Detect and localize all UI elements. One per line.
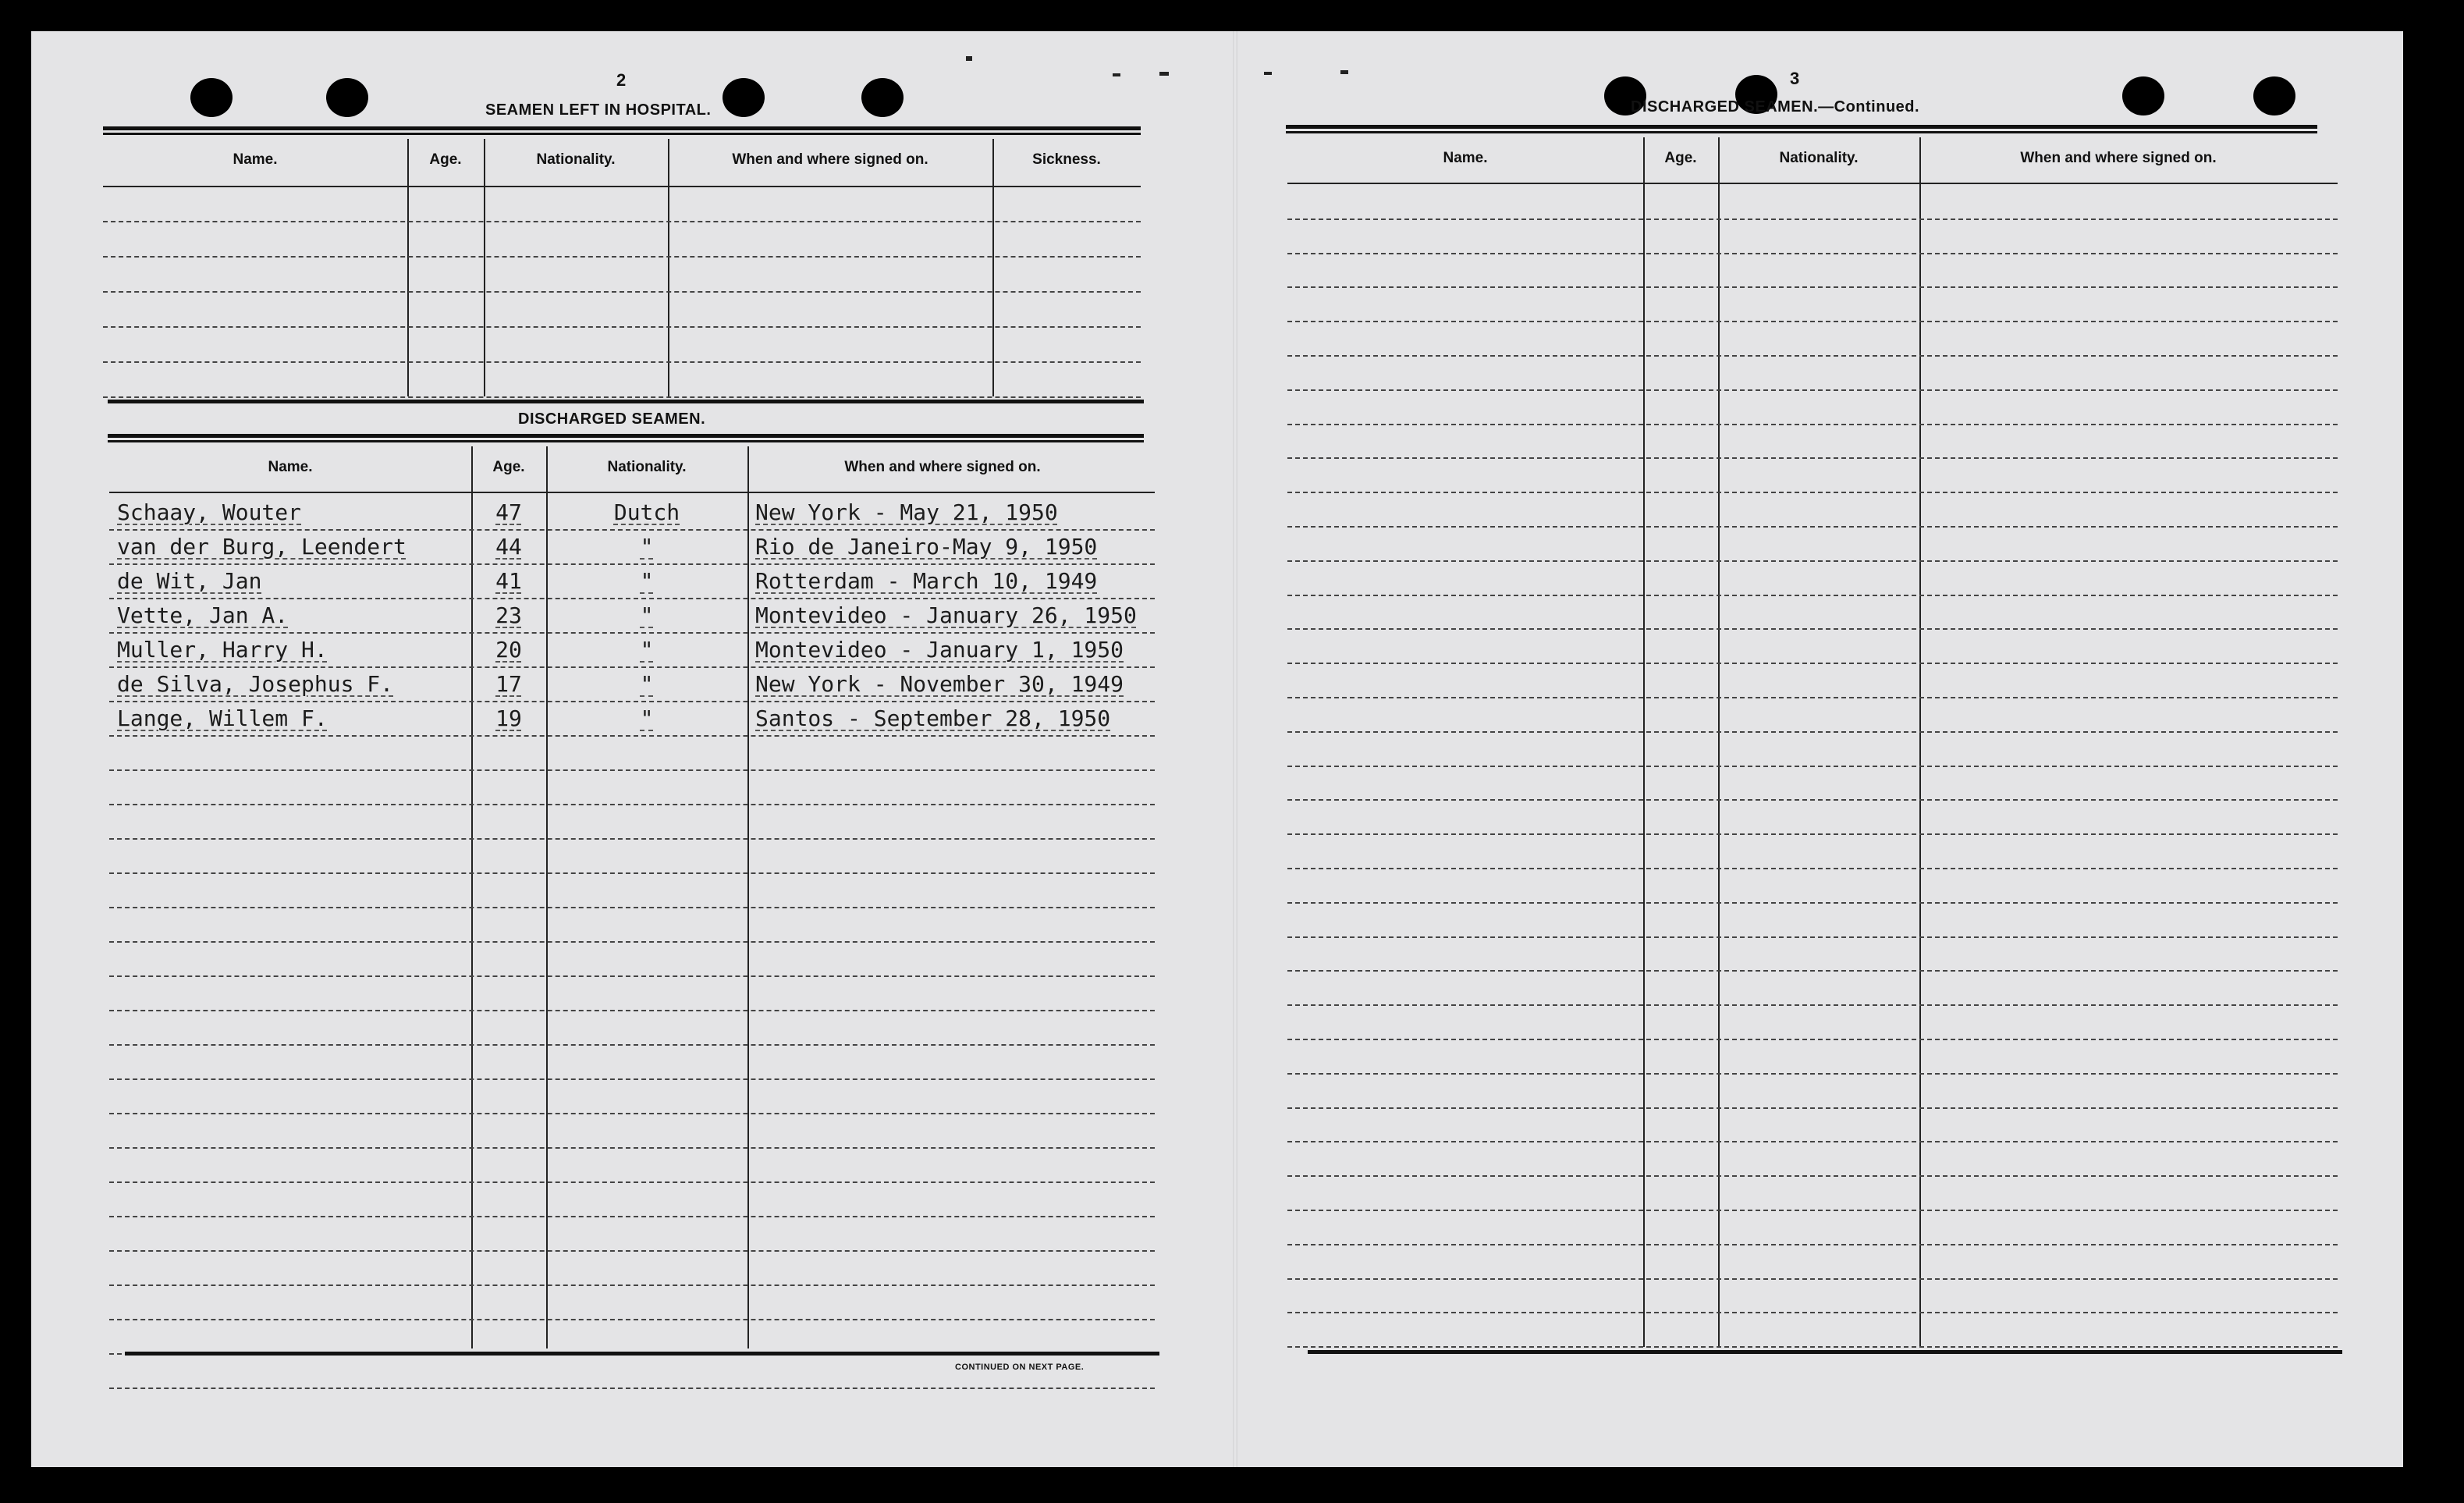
seaman-signed-on: New York - November 30, 1949 [755,671,1124,697]
table-header [1287,137,2338,167]
table-row [109,668,1155,702]
table-row [103,363,1141,398]
column-header-signed-on: When and where signed on. [844,459,1041,475]
table-row [103,187,1141,222]
seaman-age: 41 [495,568,522,594]
table-row [1287,528,2338,562]
table-row [1287,801,2338,835]
section-rule [108,400,1144,403]
section-rule [108,434,1144,438]
table-row [1287,1142,2338,1177]
section-rule [108,440,1144,442]
table-row [1287,322,2338,357]
table-row [109,977,1155,1011]
seaman-nationality: " [640,705,654,731]
column-header-age: Age. [492,459,525,475]
punch-hole [190,78,233,117]
column-header-signed-on: When and where signed on. [732,151,928,168]
punch-hole [326,78,368,117]
table-row [1287,630,2338,664]
continued-note: CONTINUED ON NEXT PAGE. [955,1363,1085,1372]
seaman-signed-on: Rotterdam - March 10, 1949 [755,568,1098,594]
seaman-age: 19 [495,705,522,731]
table-row [1287,835,2338,869]
table-row [1287,733,2338,767]
ink-speck [1264,72,1272,75]
title-rule [1286,131,2317,133]
table-row [1287,1280,2338,1314]
table-row [1287,459,2338,493]
discharged-section-title: DISCHARGED SEAMEN. [518,410,706,428]
hospital-section-title: SEAMEN LEFT IN HOSPITAL. [485,101,712,119]
ink-speck [1340,70,1348,74]
table-row [1287,254,2338,289]
table-row [1287,562,2338,596]
table-row [109,565,1155,599]
table-row [109,1114,1155,1149]
seaman-name: van der Burg, Leendert [117,534,407,560]
hospital-rows [103,187,1141,398]
seaman-name: Schaay, Wouter [117,499,302,525]
table-row [109,771,1155,805]
table-row [109,943,1155,977]
table-row [109,1080,1155,1114]
seaman-age: 20 [495,637,522,663]
column-header-nationality: Nationality. [536,151,616,168]
table-row [1287,904,2338,938]
table-row [109,805,1155,840]
table-row [103,258,1141,293]
page-fold [1233,31,1237,1467]
ink-speck [1159,72,1169,76]
table-row [1287,1075,2338,1109]
page-number: 2 [616,70,627,90]
table-row [109,496,1155,531]
ink-speck [1113,73,1120,76]
table-row [1287,972,2338,1006]
table-row [1287,493,2338,528]
table-row [1287,391,2338,425]
title-rule [103,133,1141,135]
table-row [1287,1313,2338,1348]
punch-hole [2122,76,2164,115]
seaman-nationality: " [640,602,654,628]
table-row [109,840,1155,874]
seaman-signed-on: New York - May 21, 1950 [755,499,1058,525]
table-row [109,599,1155,634]
column-header-nationality: Nationality. [607,459,687,475]
table-row [1287,357,2338,391]
seaman-age: 23 [495,602,522,628]
table-row [103,293,1141,328]
punch-hole [2253,76,2295,115]
table-row [1287,186,2338,220]
table-row [103,328,1141,363]
table-row [1287,1211,2338,1245]
table-row [1287,1040,2338,1075]
title-rule [1286,125,2317,129]
table-row [109,1183,1155,1217]
column-header-nationality: Nationality. [1779,150,1859,166]
table-row [1287,1006,2338,1040]
column-header-age: Age. [429,151,462,168]
hospital-table [103,139,1141,398]
seaman-nationality: " [640,671,654,697]
table-row [1287,938,2338,972]
table-row [109,1149,1155,1183]
seaman-nationality: " [640,637,654,663]
table-header [103,139,1141,169]
column-header-name: Name. [268,459,313,475]
header-rule [109,492,1155,493]
seaman-signed-on: Montevideo - January 1, 1950 [755,637,1124,663]
table-row [109,702,1155,737]
seaman-name: de Wit, Jan [117,568,262,594]
seaman-nationality: " [640,534,654,560]
table-row [1287,767,2338,801]
table-row [109,1217,1155,1252]
table-row [109,531,1155,565]
table-row [1287,1245,2338,1280]
table-row [1287,664,2338,698]
seaman-nationality: Dutch [613,499,680,525]
punch-hole [723,78,765,117]
seaman-age: 44 [495,534,522,560]
discharged-continued-title: DISCHARGED SEAMEN.—Continued. [1631,98,1920,115]
table-row [1287,1177,2338,1211]
column-header-signed-on: When and where signed on. [2020,150,2217,166]
table-row [1287,698,2338,733]
table-row [109,1286,1155,1320]
seaman-signed-on: Rio de Janeiro-May 9, 1950 [755,534,1098,560]
table-row [109,1320,1155,1355]
table-row [1287,596,2338,631]
seaman-nationality: " [640,568,654,594]
page-number: 3 [1790,69,1800,88]
table-row [1287,288,2338,322]
header-rule [1287,183,2338,184]
seaman-name: Muller, Harry H. [117,637,328,663]
table-row [109,1252,1155,1286]
discharged-continued-table [1287,137,2338,1348]
discharged-table [109,446,1155,1350]
bottom-rule [1308,1350,2342,1354]
table-row [1287,425,2338,460]
table-row [109,874,1155,908]
table-row [1287,869,2338,904]
ink-speck [966,56,972,61]
table-row [1287,220,2338,254]
column-header-name: Name. [1443,150,1488,166]
discharged-rows [109,496,1155,1389]
table-row [1287,1109,2338,1143]
title-rule [103,126,1141,130]
table-row [109,1046,1155,1080]
seaman-name: Vette, Jan A. [117,602,289,628]
table-row [109,634,1155,668]
discharged-continued-rows [1287,186,2338,1348]
table-row [109,1355,1155,1389]
table-row [103,222,1141,258]
seaman-age: 17 [495,671,522,697]
punch-hole [861,78,904,117]
table-row [109,737,1155,771]
table-row [109,1011,1155,1046]
seaman-signed-on: Santos - September 28, 1950 [755,705,1111,731]
seaman-signed-on: Montevideo - January 26, 1950 [755,602,1137,628]
table-header [109,446,1155,476]
column-header-sickness: Sickness. [1032,151,1101,168]
bottom-rule [125,1352,1159,1356]
column-header-name: Name. [233,151,278,168]
seaman-age: 47 [495,499,522,525]
seaman-name: de Silva, Josephus F. [117,671,394,697]
column-header-age: Age. [1664,150,1697,166]
table-row [109,908,1155,943]
seaman-name: Lange, Willem F. [117,705,328,731]
